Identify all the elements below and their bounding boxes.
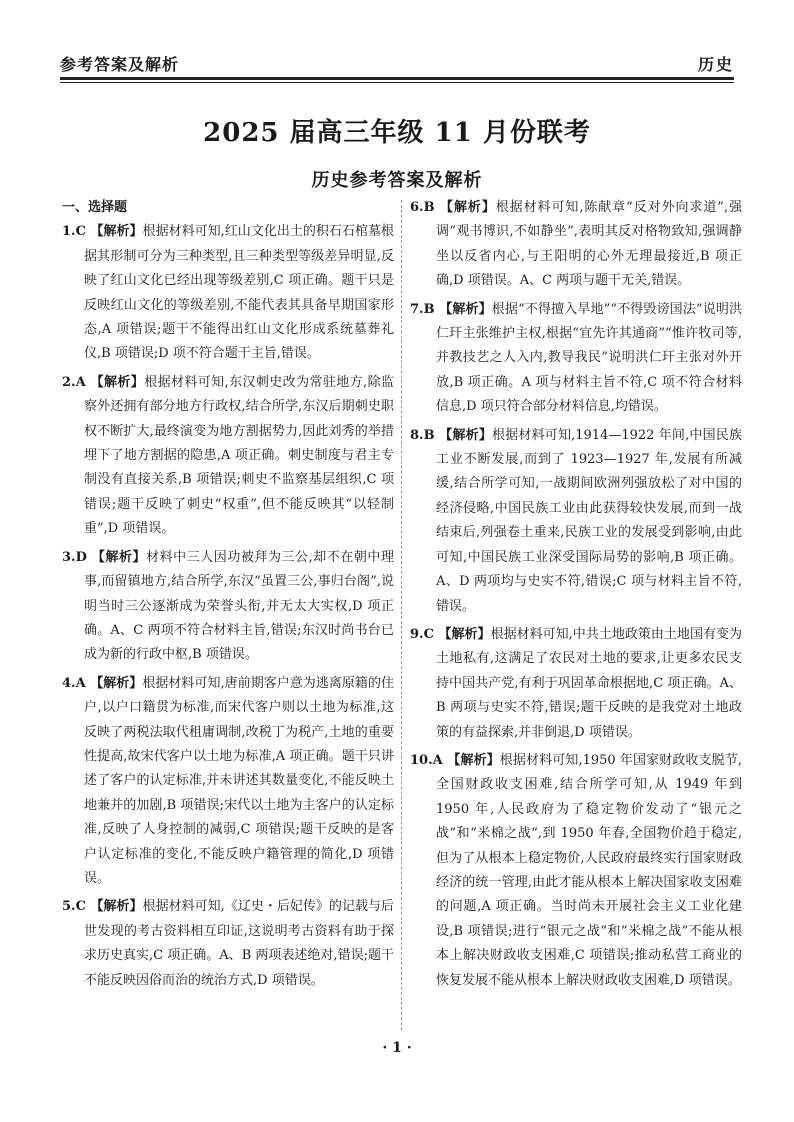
answer-letter: D	[75, 549, 92, 565]
question-number: 6.	[410, 200, 424, 215]
analysis-tag: 【解析】	[438, 626, 491, 642]
page-subtitle: 历史参考答案及解析	[311, 170, 483, 191]
analysis-tag: 【解析】	[90, 224, 143, 240]
analysis-tag: 【解析】	[439, 301, 492, 317]
answer-letter: A	[75, 675, 91, 691]
answer-letter: C	[423, 626, 439, 642]
question-number: 8.	[410, 427, 424, 443]
analysis-tag: 【解析】	[91, 549, 147, 565]
analysis-text: 根据材料可知,1950 年国家财政收支脱节,全国财政收支困难,结合所学可知,从 1949 年到 1950 年,人民政府为了稳定物价发动了“银元之战”和“米棉之战”,到 1950 年春,全国物价趋于稳定,但为了从根本上稳定物价,人民政府最终实行国家财政经济的统一管理,由此才能从根本上解决国家收支困难的问题,A 项正确。当时尚未开展社会主义工业化建设,B 项错误;进行“银元之战”和“米棉之战”不能从根本上解决财政收支困难,C 项错误;推动私营工商业的恢复发展不能从根本上解决财政收支困难,D 项错误。	[436, 752, 742, 988]
analysis-text: 根据材料可知,红山文化出土的积石石棺墓根据其形制可分为三种类型,且三种类型等级差异明显,反映了红山文化已经出现等级差别,C 项正确。题干只是反映红山文化的等级差别,不能代表其具备早期国家形态,A 项错误;题干不能得出红山文化形成系统墓葬礼仪,B 项错误;D 项不符合题干主旨,错误。	[84, 224, 394, 362]
answer-letter: C	[75, 224, 91, 240]
left-answer-list	[62, 220, 394, 993]
question-number: 9.	[410, 626, 424, 642]
answer-letter: C	[75, 899, 91, 915]
analysis-text: 根据材料可知,陈献章“反对外向求道”,强调“观书博识,不如静坐”,表明其反对格物致知,强调静坐以反省内心,与王阳明的心外无理最接近,B 项正确,D 项错误。A、C 两项与题干无关,错误。	[436, 200, 742, 289]
analysis-text: 根据材料可知,唐前期客户意为逃离原籍的住户,以户口籍贯为标准,而宋代客户则以土地为标准,这反映了两税法取代租庸调制,改税丁为税产,土地的重要性提高,故宋代客户以土地为标准,A 项正确。题干只讲述了客户的认定标准,并未讲述其数量变化,不能反映土地兼并的加剧,B 项错误;宋代以土地为主客户的认定标准,反映了人身控制的减弱,C 项错误;题干反映的是客户认定标准的变化,不能反映户籍管理的简化,D 项错误。	[84, 675, 394, 886]
section-heading: 一、选择题	[62, 200, 128, 215]
right-answer-list	[410, 196, 742, 993]
analysis-text: 材料中三人因功被拜为三公,却不在朝中理事,而留镇地方,结合所学,东汉“虽置三公,事归台阁”,说明当时三公逐渐成为荣誉头衔,并无太大实权,D 项正确。A、C 两项不符合材料主旨,错误;东汉时尚书台已成为新的行政中枢,B 项错误。	[84, 549, 394, 663]
answer-letter: A	[75, 374, 91, 390]
answer-item	[410, 196, 742, 294]
question-number: 2.	[62, 374, 76, 390]
left-column	[62, 196, 394, 997]
answer-item	[410, 424, 742, 619]
answer-letter: B	[423, 427, 440, 443]
question-number: 5.	[62, 899, 76, 915]
answer-item	[62, 672, 394, 892]
answer-item	[62, 220, 394, 366]
analysis-tag: 【解析】	[90, 374, 145, 390]
question-number: 1.	[62, 224, 76, 240]
page-header	[60, 48, 734, 78]
answer-item	[410, 298, 742, 420]
question-number: 3.	[62, 549, 76, 565]
column-divider	[401, 200, 402, 1030]
header-subject: 历史	[697, 55, 734, 74]
page-number: · 1 ·	[382, 1040, 412, 1056]
answer-item	[62, 546, 394, 668]
answer-item	[410, 623, 742, 745]
header-rule-thin	[60, 82, 734, 83]
answer-letter: B	[423, 200, 441, 215]
header-rule-thick	[60, 77, 734, 80]
answer-item	[62, 895, 394, 993]
analysis-tag: 【解析】	[447, 752, 500, 768]
header-doc-type: 参考答案及解析	[60, 55, 180, 74]
right-column	[410, 196, 742, 997]
answer-letter: A	[432, 752, 448, 768]
analysis-text: 根据材料可知,《辽史・后妃传》的记载与后世发现的考古资料相互印证,这说明考古资料有助于探求历史真实,C 项正确。A、B 两项表述绝对,错误;题干不能反映因俗而治的统治方式,D 项错误。	[84, 899, 394, 988]
question-number: 10.	[410, 752, 433, 768]
analysis-text: 根据“不得擅入旱地”“不得毁谤国法”说明洪仁玕主张维护主权,根据“宜先许其通商”“惟许牧司等,并教技艺之人入内,教导我民”说明洪仁玕主张对外开放,B 项正确。A 项与材料主旨不符,C 项不符合材料信息,D 项只符合部分材料信息,均错误。	[436, 301, 742, 415]
analysis-tag: 【解析】	[90, 899, 143, 915]
page-title: 2025 届高三年级 11 月份联考	[203, 118, 591, 148]
analysis-text: 根据材料可知,1914—1922 年间,中国民族工业不断发展,而到了 1923—1927 年,发展有所减缓,结合所学可知,一战期间欧洲列强放松了对中国的经济侵略,中国民族工业由此获得较快发展,而到一战结束后,列强卷土重来,民族工业的发展受到影响,由此可知,中国民族工业深受国际局势的影响,B 项正确。A、D 两项均与史实不符,错误;C 项与材料主旨不符,错误。	[436, 427, 742, 614]
analysis-text: 根据材料可知,中共土地政策由土地国有变为土地私有,这满足了农民对土地的要求,让更多农民支持中国共产党,有利于巩固革命根据地,C 项正确。A、B 两项与史实不符,错误;题干反映的是我党对土地政策的有益探索,并非倒退,D 项错误。	[436, 626, 742, 740]
question-number: 7.	[410, 301, 424, 317]
analysis-tag: 【解析】	[439, 427, 493, 443]
answer-letter: B	[423, 301, 440, 317]
answer-item	[62, 371, 394, 542]
answer-item	[410, 749, 742, 993]
question-number: 4.	[62, 675, 76, 691]
analysis-tag: 【解析】	[440, 200, 496, 215]
analysis-text: 根据材料可知,东汉刺史改为常驻地方,除监察外还拥有部分地方行政权,结合所学,东汉后期刺史职权不断扩大,最终演变为地方割据势力,因此刘秀的举措埋下了地方割据的隐患,A 项正确。刺史制度与君主专制没有直接关系,B 项错误;刺史不监察基层组织,C 项错误;题干反映了刺史“权重”,但不能反映其“以轻制重”,D 项错误。	[84, 374, 394, 537]
analysis-tag: 【解析】	[90, 675, 143, 691]
